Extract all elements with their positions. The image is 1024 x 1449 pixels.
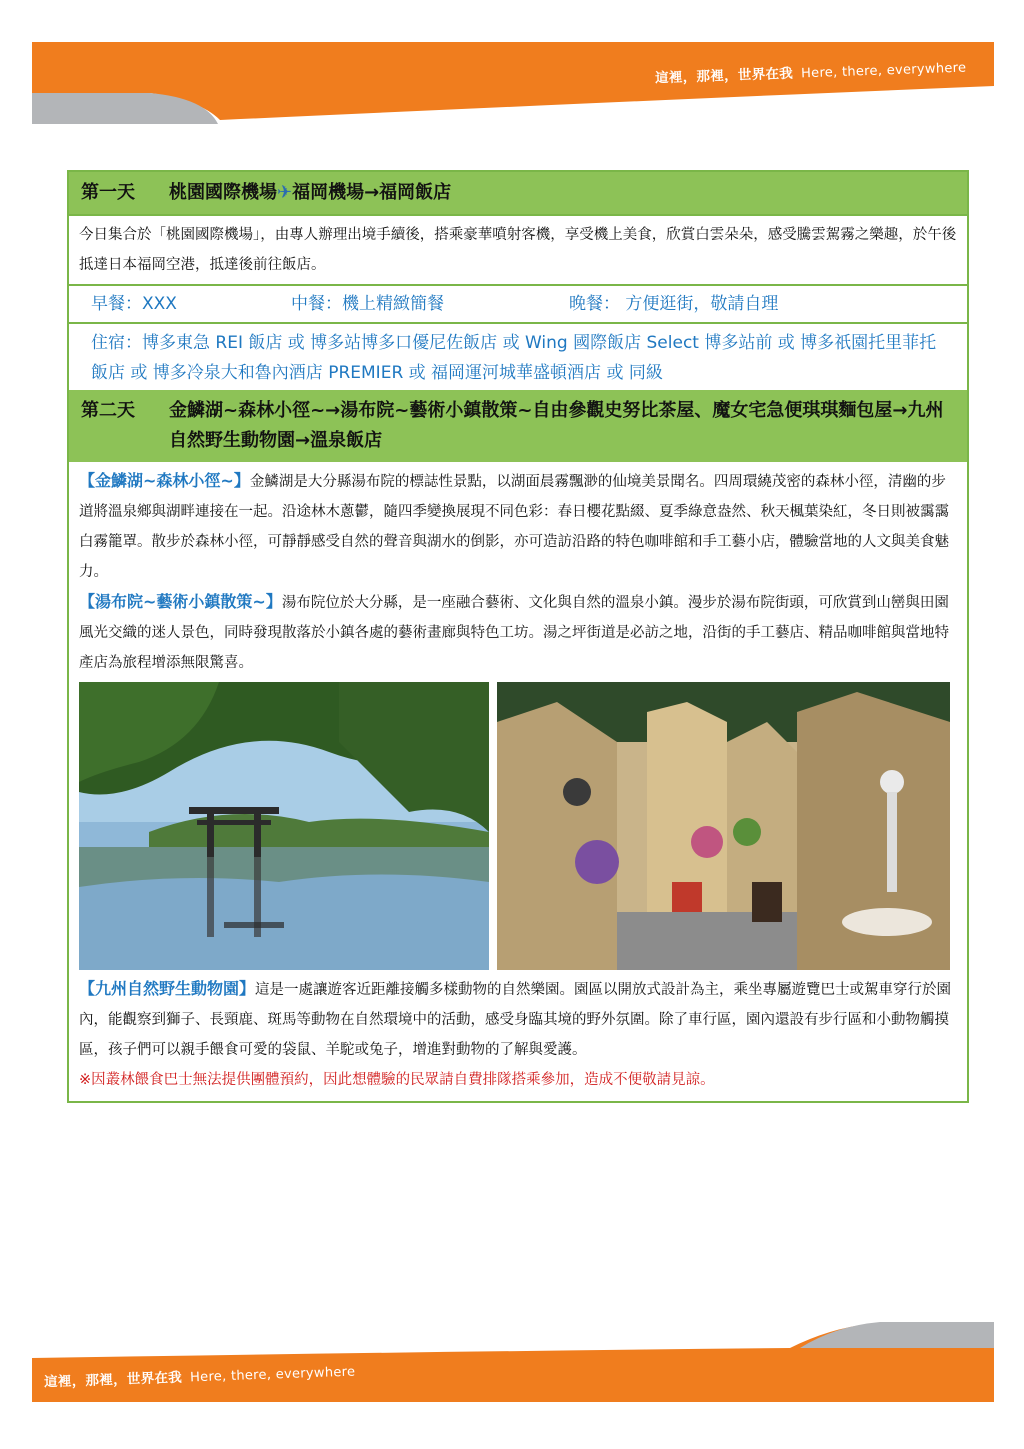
bottom-banner-graphic: [0, 1318, 1024, 1408]
day1-hotel: 住宿：博多東急 REI 飯店 或 博多站博多口優尼佐飯店 或 Wing 國際飯店 Select 博多站前 或 博多祇園托里菲托飯店 或 博多冷泉大和魯內酒店 PREMIER 或 福岡運河城華盛頓酒店 或 同級: [69, 322, 967, 390]
slogan-cn: 這裡，那裡，世界在我: [654, 65, 794, 87]
day1-description: 今日集合於「桃園國際機場」，由專人辦理出境手續後，搭乘豪華噴射客機，享受機上美食，欣賞白雲朵朵，感受騰雲駕霧之樂趣，於午後抵達日本福岡空港，抵達後前往飯店。: [69, 214, 967, 284]
breakfast: 早餐：XXX: [91, 294, 177, 314]
slogan-cn: 這裡，那裡，世界在我: [43, 1369, 183, 1391]
section-text: 湯布院位於大分縣，是一座融合藝術、文化與自然的溫泉小鎮。漫步於湯布院街頭，可欣賞到山巒與田園風光交織的迷人景色，同時發現散落於小鎮各處的藝術畫廊與特色工坊。湯之坪街道是必訪之地，沿街的手工藝店、精品咖啡館與當地特產店為旅程增添無限驚喜。: [79, 595, 949, 671]
photo-row: [79, 682, 957, 970]
lake-torii-photo: [79, 682, 489, 970]
slogan-en: Here, there, everywhere: [800, 60, 967, 82]
top-banner-graphic: [0, 38, 1024, 133]
day2-body: [69, 462, 967, 1101]
section-kinrinko: [79, 466, 957, 587]
section-heading: 【九州自然野生動物園】: [79, 979, 256, 998]
airplane-icon: ✈: [277, 182, 293, 203]
day1-route: [169, 178, 451, 208]
top-banner: [0, 38, 1024, 133]
itinerary-table: [67, 170, 969, 1103]
slogan-en: Here, there, everywhere: [189, 1364, 356, 1386]
section-text: 這是一處讓遊客近距離接觸多樣動物的自然樂園。園區以開放式設計為主，乘坐專屬遊覽巴士或駕車穿行於園內，能觀察到獅子、長頸鹿、斑馬等動物在自然環境中的活動，感受身臨其境的野外氛圍。除了車行區，園內還設有步行區和小動物觸摸區，孩子們可以親手餵食可愛的袋鼠、羊駝或兔子，增進對動物的了解與愛護。: [79, 982, 952, 1058]
section-heading: 【金鱗湖~森林小徑~】: [79, 471, 250, 490]
day2-route: 金鱗湖~森林小徑~→湯布院~藝術小鎮散策~自由參觀史努比茶屋、魔女宅急便琪琪麵包屋→九州自然野生動物園→溫泉飯店: [169, 400, 944, 451]
day2-header: [69, 390, 967, 462]
section-text: 金鱗湖是大分縣湯布院的標誌性景點，以湖面晨霧飄渺的仙境美景聞名。四周環繞茂密的森林小徑，清幽的步道將溫泉鄉與湖畔連接在一起。沿途林木蔥鬱，隨四季變換展現不同色彩：春日櫻花點綴、夏季綠意盎然、秋天楓葉染紅，冬日則被靄靄白霧籠罩。散步於森林小徑，可靜靜感受自然的聲音與湖水的倒影，亦可造訪沿路的特色咖啡館和手工藝小店，體驗當地的人文與美食魅力。: [79, 474, 949, 580]
day2-label: 第二天: [81, 400, 135, 421]
lunch: 中餐：機上精緻簡餐: [291, 294, 444, 314]
day2-note: ※因叢林餵食巴士無法提供團體預約，因此想體驗的民眾請自費排隊搭乘參加，造成不便敬請見諒。: [79, 1072, 715, 1088]
section-safari: [79, 974, 957, 1065]
day1-label: 第一天: [81, 182, 135, 203]
day1-header: [69, 172, 967, 214]
bottom-banner: [0, 1318, 1024, 1408]
day1-meals: [69, 284, 967, 322]
day1-route-end: 福岡機場→福岡飯店: [292, 182, 452, 203]
dinner: 晚餐： 方便逛街，敬請自理: [569, 294, 779, 314]
section-yufuin: [79, 587, 957, 678]
section-heading: 【湯布院~藝術小鎮散策~】: [79, 592, 282, 611]
day1-route-start: 桃園國際機場: [169, 182, 277, 203]
yufuin-village-photo: [497, 682, 950, 970]
